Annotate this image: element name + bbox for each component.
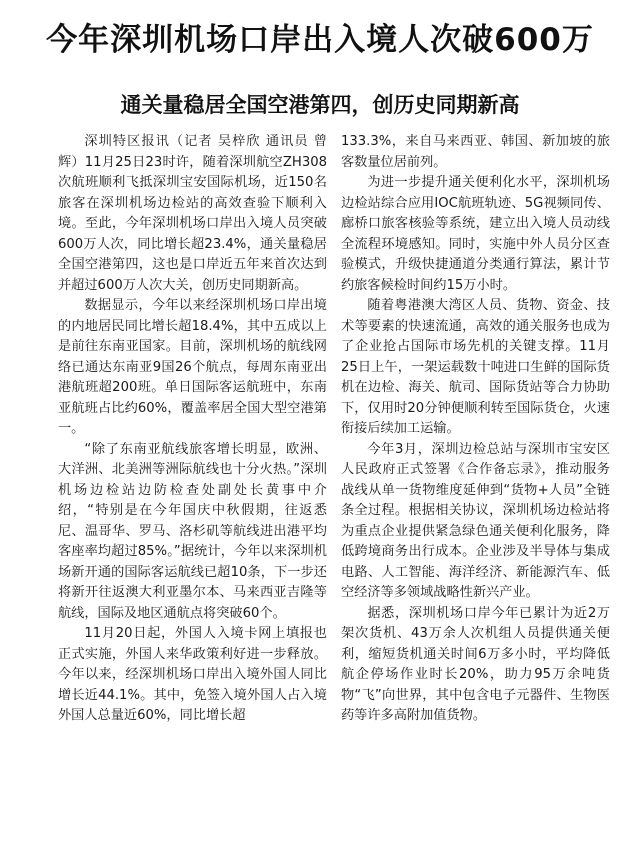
paragraph: 深圳特区报讯（记者 吴梓欣 通讯员 曾辉）11月25日23时许，随着深圳航空ZH308次航班顺利飞抵深圳宝安国际机场，近150名旅客在深圳机场边检站的高效查验下顺利入境。至此，今年深圳机场口岸出入境人员突破600万人次，同比增长超23.4%，通关量稳居全国空港第四，这也是口岸近五年来首次达到并超过600万人次大关，创历史同期新高。 [58, 134, 327, 293]
paragraph: 今年3月，深圳边检总站与深圳市宝安区人民政府正式签署《合作备忘录》，推动服务战线从单一货物维度延伸到“货物+人员”全链条全过程。根据相关协议，深圳机场边检站将为重点企业提供紧急绿色通关便利化服务，降低跨境商务出行成本。企业涉及半导体与集成电路、人工智能、海洋经济、新能源汽车、低空经济等多领域战略性新兴产业。 [341, 441, 610, 600]
paragraph: 据悉，深圳机场口岸今年已累计为近2万架次货机、43万余人次机组人员提供通关便利，缩短货机通关时间6万多小时，平均降低航企停场作业时长20%，助力95万余吨货物“飞”向世界，其中包含电子元器件、生物医药等许多高附加值货物。 [341, 605, 610, 723]
column-left [58, 132, 327, 854]
headline: 今年深圳机场口岸出入境人次破600万 [46, 22, 594, 58]
paragraph-continued: 133.3%，来自马来西亚、韩国、新加坡的旅客数量位居前列。 [341, 134, 610, 170]
article-body [58, 132, 610, 854]
paragraph: 为进一步提升通关便利化水平，深圳机场边检站综合应用IOC航班轨迹、5G视频同传、廊桥口旅客核验等系统，建立出入境人员动线全流程环境感知。同时，实施中外人员分区查验模式，升级快捷通道分类通行算法，累计节约旅客候检时间约15万小时。 [341, 175, 610, 293]
subheadline: 通关量稳居全国空港第四，创历史同期新高 [120, 93, 520, 117]
paragraph: “除了东南亚航线旅客增长明显，欧洲、大洋洲、北美洲等洲际航线也十分火热。”深圳机场边检站边防检查处副处长黄事中介绍，“特别是在今年国庆中秋假期，往返悉尼、温哥华、罗马、洛杉矶等航线进出港平均客座率均超过85%。”据统计，今年以来深圳机场新开通的国际客运航线已超10条，下一步还将新开往返澳大利亚墨尔本、马来西亚吉隆等航线，国际及地区通航点将突破60个。 [58, 441, 327, 621]
column-right [341, 132, 610, 854]
paragraph: 随着粤港澳大湾区人员、货物、资金、技术等要素的快速流通，高效的通关服务也成为了企业抢占国际市场先机的关键支撑。11月25日上午，一架运载数十吨进口生鲜的国际货机在边检、海关、航司、国际货站等合力协助下，仅用时20分钟便顺利转至国际货仓，火速衔接后续加工运输。 [341, 298, 610, 436]
paragraph: 数据显示，今年以来经深圳机场口岸出境的内地居民同比增长超18.4%，其中五成以上是前往东南亚国家。目前，深圳机场的航线网络已通达东南亚9国26个航点，每周东南亚出港航班超200班。单日国际客运航班中，东南亚航班占比约60%，覆盖率居全国大型空港第一。 [58, 298, 327, 436]
paragraph: 11月20日起，外国人入境卡网上填报也正式实施，外国人来华政策利好进一步释放。今年以来，经深圳机场口岸出入境外国人同比增长近44.1%。其中，免签入境外国人占入境外国人总量近60%，同比增长超 [58, 626, 327, 723]
